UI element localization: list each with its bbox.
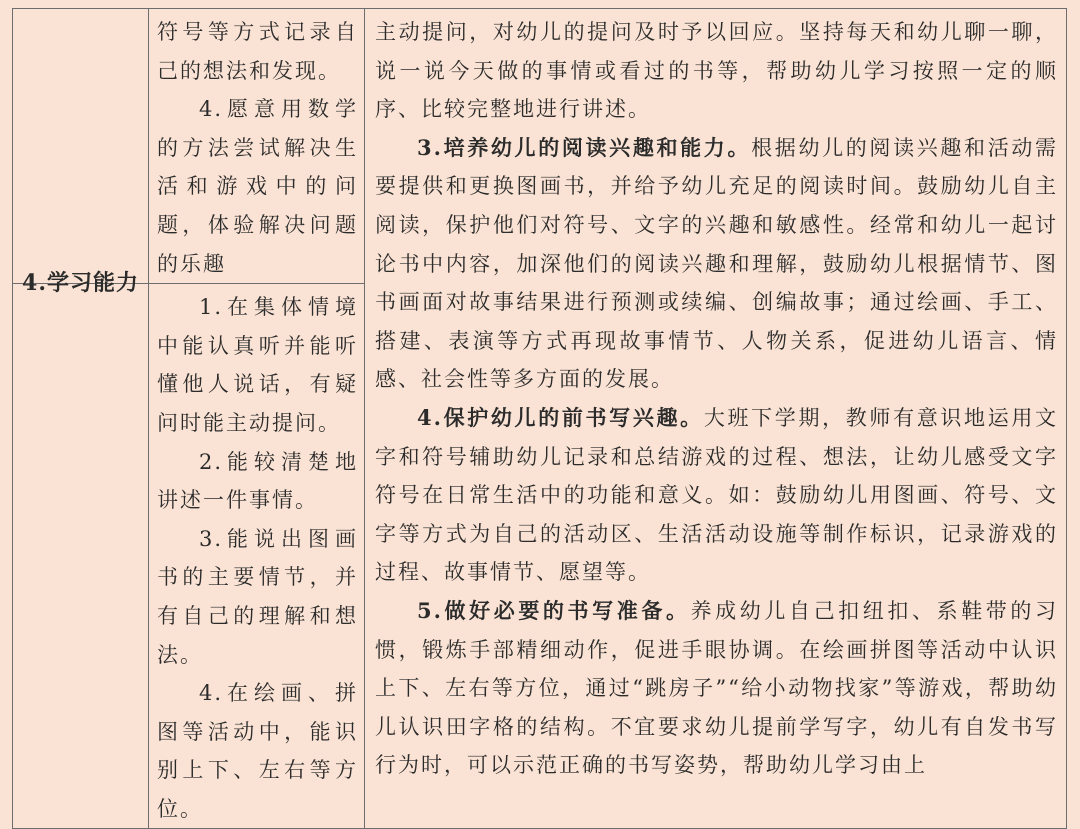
guidance-continued-text: 主动提问，对幼儿的提问及时予以回应。坚持每天和幼儿聊一聊，说一说今天做的事情或看过的书等，帮助幼儿学习按照一定的顺序、比较完整地进行讲述。: [375, 20, 1058, 122]
guidance-body: 养成幼儿自己扣纽扣、系鞋带的习惯，锻炼手部精细动作，促进手眼协调。在绘画拼图等活动中认识上下、左右等方位，通过“跳房子”“给小动物找家”等游戏，帮助幼儿认识田字格的结构。不宜要求幼儿提前学写字，幼儿有自发书写行为时，可以示范正确的书写姿势，帮助幼儿学习由上: [375, 598, 1058, 778]
goal-item: 2.能较清楚地讲述一件事情。: [157, 449, 358, 513]
domain-cell: [13, 270, 149, 829]
goals-cell-previous: [149, 9, 365, 284]
guidance-cell: [365, 9, 1067, 829]
guidance-body: 大班下学期，教师有意识地运用文字和符号辅助幼儿记录和总结游戏的过程、想法，让幼儿感受文字符号在日常生活中的功能和意义。如：鼓励幼儿用图画、符号、文字等方式为自己的活动区、生活活动设施等制作标识，记录游戏的过程、故事情节、愿望等。: [375, 405, 1059, 585]
goal-item: 4.在绘画、拼图等活动中，能识别上下、左右等方位。: [157, 681, 358, 821]
guidance-item-5: [375, 592, 1058, 785]
curriculum-table: [12, 8, 1067, 829]
goal-item: 1.在集体情境中能认真听并能听懂他人说话，有疑问时能主动提问。: [157, 295, 358, 435]
domain-label: 4.学习能力: [22, 270, 139, 297]
goals-cell: [149, 284, 365, 829]
goal-item: 3.能说出图画书的主要情节，并有自己的理解和想法。: [157, 526, 358, 667]
goal-continued-text: 符号等方式记录自己的想法和发现。: [157, 20, 358, 83]
domain-cell-empty: [13, 9, 149, 284]
guidance-body: 根据幼儿的阅读兴趣和活动需要提供和更换图画书，并给予幼儿充足的阅读时间。鼓励幼儿自主阅读，保护他们对符号、文字的兴趣和敏感性。经常和幼儿一起讨论书中内容，加深他们的阅读兴趣和理解，鼓励幼儿根据情节、图书画面对故事结果进行预测或续编、创编故事；通过绘画、手工、搭建、表演等方式再现故事情节、人物关系，促进幼儿语言、情感、社会性等多方面的发展。: [375, 135, 1059, 392]
guidance-heading: 5.做好必要的书写准备。: [417, 597, 691, 623]
guidance-item-4: [375, 399, 1058, 592]
guidance-heading: 4.保护幼儿的前书写兴趣。: [417, 404, 704, 430]
table-row: [13, 9, 1067, 284]
goal-item: 4.愿意用数学的方法尝试解决生活和游戏中的问题，体验解决问题的乐趣: [157, 97, 358, 276]
guidance-heading: 3.培养幼儿的阅读兴趣和能力。: [417, 134, 752, 160]
guidance-item-3: [375, 129, 1058, 399]
